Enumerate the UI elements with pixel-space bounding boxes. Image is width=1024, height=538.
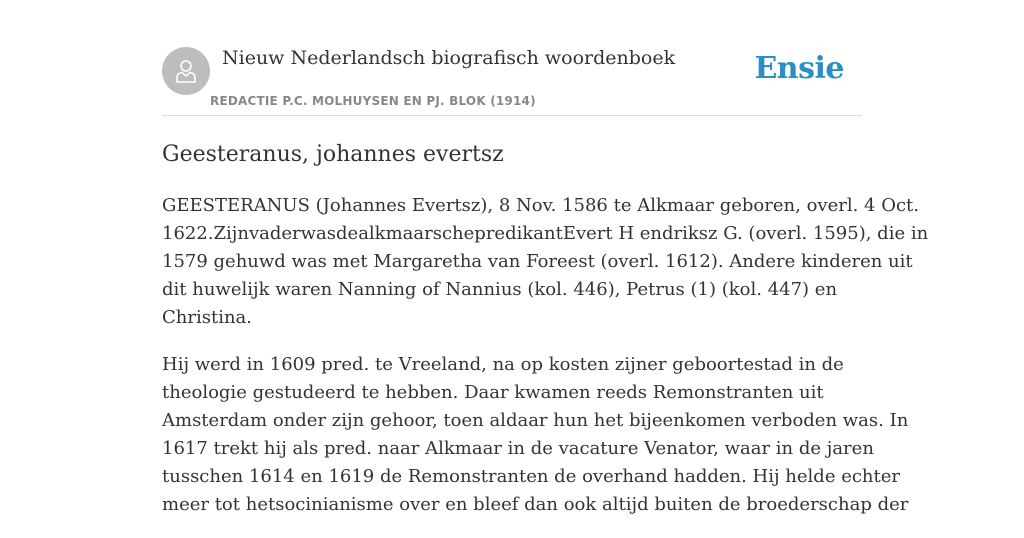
- paragraph: [162, 351, 909, 519]
- text-line: Amsterdam onder zijn gehoor, toen aldaar hun het bijeenkomen verboden was. In: [162, 410, 909, 431]
- avatar[interactable]: [162, 47, 210, 95]
- user-silhouette-icon: [172, 57, 200, 85]
- text-line: 1617 trekt hij als pred. naar Alkmaar in de vacature Venator, waar in de jaren: [162, 438, 874, 459]
- paragraph: [162, 192, 929, 332]
- text-line: dit huwelijk waren Nanning of Nannius (kol. 446), Petrus (1) (kol. 447) en: [162, 279, 838, 300]
- text-line: Hij werd in 1609 pred. te Vreeland, na op kosten zijner geboortestad in de: [162, 354, 844, 375]
- source-title[interactable]: Nieuw Nederlandsch biografisch woordenboek: [222, 47, 676, 69]
- entry-title: Geesteranus, johannes evertsz: [162, 142, 504, 167]
- brand-logo[interactable]: Ensie: [754, 51, 844, 86]
- page: [162, 0, 929, 515]
- text-line: 1622.ZijnvaderwasdealkmaarschepredikantEvert H endriksz G. (overl. 1595), die in: [162, 223, 929, 244]
- text-line: GEESTERANUS (Johannes Evertsz), 8 Nov. 1586 te Alkmaar geboren, overl. 4 Oct.: [162, 195, 919, 216]
- text-line: meer tot hetsocinianisme over en bleef dan ook altijd buiten de broederschap der: [162, 494, 909, 515]
- text-line: tusschen 1614 en 1619 de Remonstranten de overhand hadden. Hij helde echter: [162, 466, 901, 487]
- text-line: theologie gestudeerd te hebben. Daar kwamen reeds Remonstranten uit: [162, 382, 824, 403]
- source-editors: REDACTIE P.C. MOLHUYSEN EN PJ. BLOK (1914): [210, 94, 536, 108]
- text-line: 1579 gehuwd was met Margaretha van Foreest (overl. 1612). Andere kinderen uit: [162, 251, 913, 272]
- source-header: [162, 0, 862, 116]
- text-line: Christina.: [162, 307, 252, 328]
- entry-body: [162, 192, 929, 538]
